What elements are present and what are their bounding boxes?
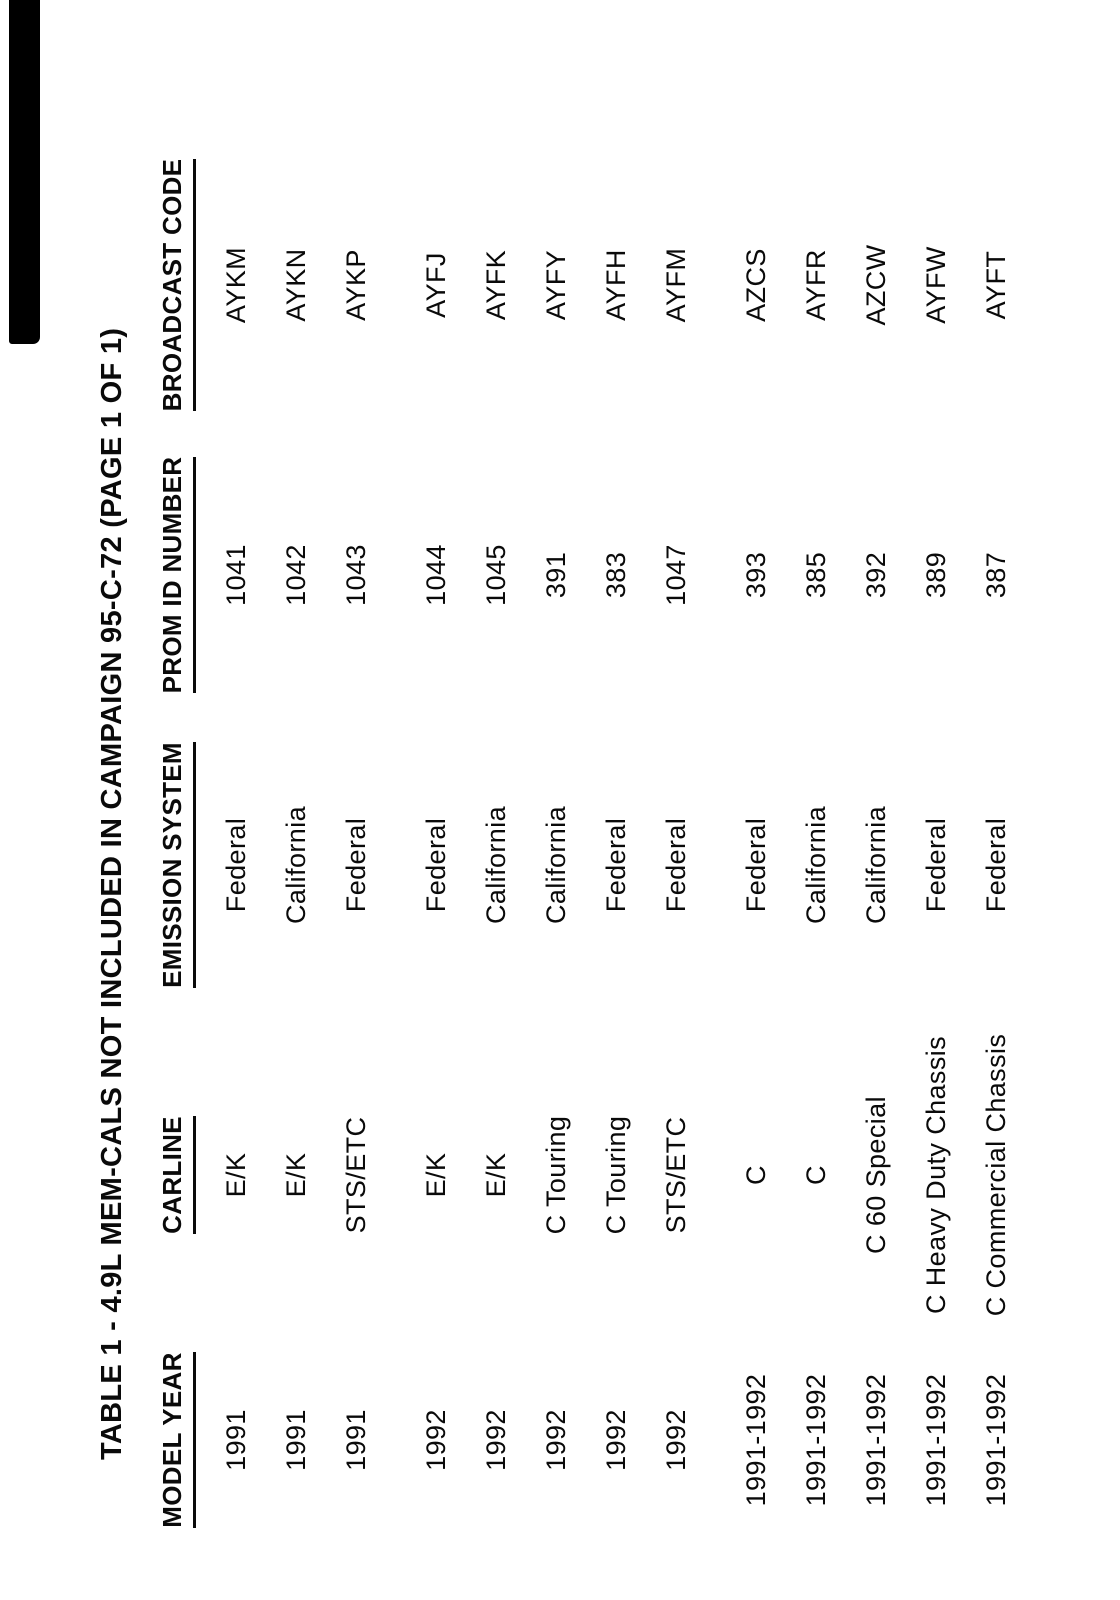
- table-header-row: [157, 135, 196, 1545]
- broadcast-code-value: AYFT: [981, 250, 1011, 320]
- column-header-carline: [157, 1015, 196, 1335]
- prom-id-value: 385: [801, 551, 831, 599]
- broadcast-code-value: AYKP: [341, 249, 371, 321]
- model-year-value: 1991-1992: [921, 1373, 951, 1507]
- column-header-emission-system: [157, 715, 196, 1015]
- table-row: [860, 135, 920, 1545]
- prom-id-value: 1044: [421, 544, 451, 606]
- emission-system-value: Federal: [921, 817, 951, 913]
- broadcast-code-value: AYFY: [541, 249, 571, 321]
- carline-value: E/K: [221, 1152, 251, 1198]
- column-header-label: EMISSION SYSTEM: [157, 742, 196, 988]
- emission-system-value: Federal: [341, 817, 371, 913]
- column-header-prom-id-number: [157, 435, 196, 715]
- prom-id-value: 1043: [341, 544, 371, 606]
- column-header-label: BROADCAST CODE: [157, 159, 196, 412]
- broadcast-code-value: AYFH: [601, 249, 631, 321]
- model-year-value: 1991-1992: [861, 1373, 891, 1507]
- table-row: [220, 135, 280, 1545]
- table-row: [600, 135, 660, 1545]
- table-row: [740, 135, 800, 1545]
- carline-value: C: [801, 1165, 831, 1185]
- model-year-value: 1992: [541, 1409, 571, 1471]
- carline-value: STS/ETC: [661, 1116, 691, 1234]
- emission-system-value: California: [861, 805, 891, 925]
- table-row: [280, 135, 340, 1545]
- page-title: TABLE 1 - 4.9L MEM-CALS NOT INCLUDED IN CAMPAIGN 95-C-72 (PAGE 1 OF 1): [96, 327, 128, 1460]
- model-year-value: 1992: [421, 1409, 451, 1471]
- emission-system-value: Federal: [221, 817, 251, 913]
- table-row: [480, 135, 540, 1545]
- emission-system-value: Federal: [981, 817, 1011, 913]
- emission-system-value: Federal: [421, 817, 451, 913]
- emission-system-value: Federal: [661, 817, 691, 913]
- model-year-value: 1991: [341, 1409, 371, 1471]
- model-year-value: 1992: [601, 1409, 631, 1471]
- broadcast-code-value: AYKM: [221, 246, 251, 324]
- prom-id-value: 391: [541, 551, 571, 599]
- carline-value: C 60 Special: [861, 1096, 891, 1254]
- model-year-value: 1991: [281, 1409, 311, 1471]
- carline-value: E/K: [481, 1152, 511, 1198]
- carline-value: E/K: [281, 1152, 311, 1198]
- model-year-value: 1992: [661, 1409, 691, 1471]
- column-header-broadcast-code: [157, 135, 196, 435]
- carline-value: C Touring: [601, 1115, 631, 1235]
- carline-value: C Touring: [541, 1115, 571, 1235]
- prom-id-value: 387: [981, 551, 1011, 599]
- prom-id-value: 1045: [481, 544, 511, 606]
- broadcast-code-value: AYFJ: [421, 252, 451, 318]
- carline-value: C: [741, 1165, 771, 1185]
- table-row: [420, 135, 480, 1545]
- model-year-value: 1992: [481, 1409, 511, 1471]
- model-year-value: 1991-1992: [741, 1373, 771, 1507]
- prom-id-value: 383: [601, 551, 631, 599]
- table-row: [800, 135, 860, 1545]
- broadcast-code-value: AYFR: [801, 249, 831, 321]
- emission-system-value: Federal: [741, 817, 771, 913]
- table-row: [660, 135, 720, 1545]
- carline-value: C Commercial Chassis: [981, 1033, 1011, 1317]
- carline-value: C Heavy Duty Chassis: [921, 1035, 951, 1315]
- model-year-value: 1991-1992: [981, 1373, 1011, 1507]
- emission-system-value: California: [481, 805, 511, 925]
- scan-artifact-mark: [9, 0, 40, 344]
- column-header-label: MODEL YEAR: [157, 1352, 196, 1527]
- carline-value: STS/ETC: [341, 1116, 371, 1234]
- column-header-label: CARLINE: [157, 1116, 196, 1234]
- table-row: [540, 135, 600, 1545]
- emission-system-value: California: [281, 805, 311, 925]
- table-row: [980, 135, 1040, 1545]
- carline-value: E/K: [421, 1152, 451, 1198]
- broadcast-code-value: AYFW: [921, 246, 951, 324]
- broadcast-code-value: AZCS: [741, 248, 771, 322]
- emission-system-value: Federal: [601, 817, 631, 913]
- table-body: [220, 0, 1040, 1545]
- prom-id-value: 1047: [661, 544, 691, 606]
- broadcast-code-value: AYFM: [661, 247, 691, 323]
- prom-id-value: 392: [861, 551, 891, 599]
- broadcast-code-value: AZCW: [861, 244, 891, 326]
- broadcast-code-value: AYFK: [481, 249, 511, 321]
- column-header-label: PROM ID NUMBER: [157, 457, 196, 694]
- table-row: [920, 135, 980, 1545]
- model-year-value: 1991: [221, 1409, 251, 1471]
- prom-id-value: 393: [741, 551, 771, 599]
- broadcast-code-value: AYKN: [281, 248, 311, 322]
- prom-id-value: 1042: [281, 544, 311, 606]
- emission-system-value: California: [541, 805, 571, 925]
- prom-id-value: 389: [921, 551, 951, 599]
- column-header-model-year: [157, 1335, 196, 1545]
- table-row: [340, 135, 400, 1545]
- prom-id-value: 1041: [221, 544, 251, 606]
- emission-system-value: California: [801, 805, 831, 925]
- model-year-value: 1991-1992: [801, 1373, 831, 1507]
